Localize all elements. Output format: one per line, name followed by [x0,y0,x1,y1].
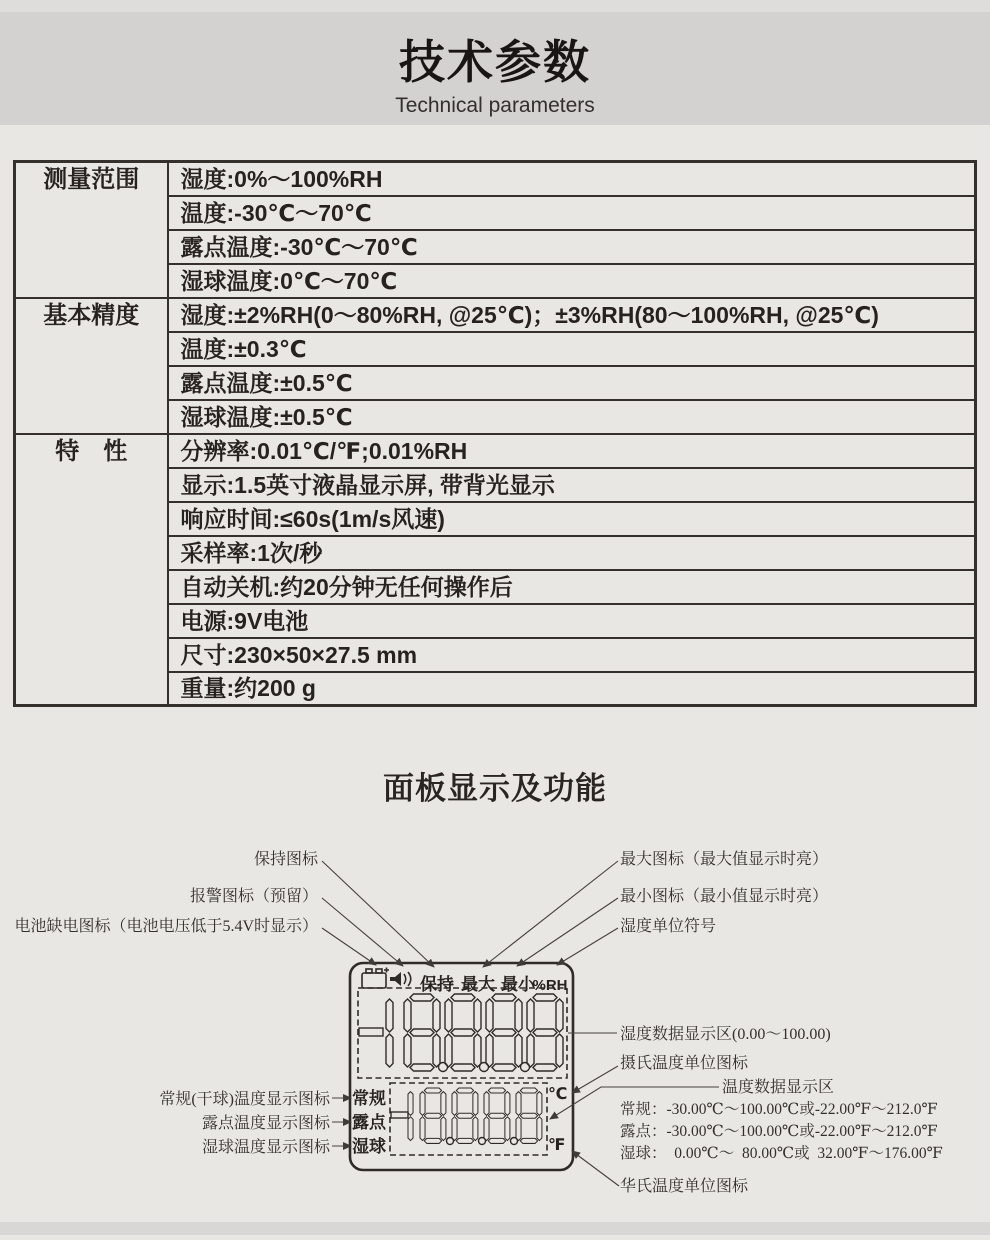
callout-rh-unit: 湿度单位符号 [620,918,717,935]
celsius-unit-icon: ℃ [548,1086,568,1103]
lcd-rh-unit: %RH [532,977,568,994]
lcd-max-label: 最大 [461,975,495,994]
lcd-diagram-svg [0,845,990,1235]
alarm-speaker-icon [390,972,411,986]
spec-value: 电源:9V电池 [168,604,976,638]
lcd-min-label: 最小 [501,975,535,994]
lcd-wet-label: 湿球 [352,1137,386,1156]
page-subtitle: Technical parameters [395,94,595,117]
callout-max-icon: 最大图标（最大值显示时亮） [620,851,829,868]
spec-value: 湿度:0%～100%RH [168,162,976,196]
panel-diagram [0,845,990,1235]
callout-dew-temp-icon: 露点温度显示图标 [201,1115,330,1132]
table-row [15,434,976,468]
temperature-display-area [390,1083,547,1155]
lcd-normal-label: 常规 [352,1089,386,1108]
spec-value: 分辨率:0.01℃/℉;0.01%RH [168,434,976,468]
spec-value: 采样率:1次/秒 [168,536,976,570]
callout-range-normal: 常规：-30.00℃～100.00℃或-22.00℉～212.0℉ [620,1101,938,1118]
humidity-digits [359,994,563,1072]
spec-value: 温度:-30℃～70℃ [168,196,976,230]
top-strip [0,0,990,12]
callout-range-wet: 湿球： 0.00℃～ 80.00℃或 32.00℉～176.00℉ [620,1145,943,1162]
callout-min-icon: 最小图标（最小值显示时亮） [620,888,829,905]
table-row [15,298,976,332]
header-banner [0,12,990,125]
lcd-hold-label: 保持 [420,975,454,994]
panel-section-title: 面板显示及功能 [383,771,607,806]
lcd-dew-label: 露点 [352,1113,386,1132]
callout-range-dew: 露点：-30.00℃～100.00℃或-22.00℉～212.0℉ [620,1123,938,1140]
spec-value: 温度:±0.3℃ [168,332,976,366]
page-title: 技术参数 [399,36,591,88]
spec-value: 重量:约200 g [168,672,976,706]
battery-low-icon [362,968,389,989]
spec-table [13,160,977,707]
callout-celsius-unit: 摄氏温度单位图标 [620,1055,749,1072]
callout-temp-area: 温度数据显示区 [722,1079,835,1096]
spec-value: 露点温度:-30℃～70℃ [168,230,976,264]
callout-humidity-area: 湿度数据显示区(0.00～100.00) [620,1026,831,1043]
spec-group-label-features: 特 性 [15,434,168,706]
spec-value: 显示:1.5英寸液晶显示屏, 带背光显示 [168,468,976,502]
callout-alarm-icon: 报警图标（预留） [189,888,318,905]
spec-value: 尺寸:230×50×27.5 mm [168,638,976,672]
callout-wet-temp-icon: 湿球温度显示图标 [201,1139,330,1156]
callout-fahrenheit-unit: 华氏温度单位图标 [620,1178,749,1195]
spec-group-label-range: 测量范围 [15,162,168,298]
fahrenheit-unit-icon: ℉ [548,1137,566,1154]
table-row [15,162,976,196]
spec-value: 湿球温度:±0.5℃ [168,400,976,434]
spec-value: 响应时间:≤60s(1m/s风速) [168,502,976,536]
callout-battery-icon: 电池缺电图标（电池电压低于5.4V时显示） [14,918,318,935]
spec-value: 湿度:±2%RH(0～80%RH, @25℃)；±3%RH(80～100%RH, @25℃) [168,298,976,332]
callout-normal-temp-icon: 常规(干球)温度显示图标 [159,1091,330,1108]
temperature-digits [391,1088,542,1145]
spec-value: 自动关机:约20分钟无任何操作后 [168,570,976,604]
spec-value: 湿球温度:0℃～70℃ [168,264,976,298]
bottom-strip [0,1222,990,1235]
spec-value: 露点温度:±0.5℃ [168,366,976,400]
callout-hold-icon: 保持图标 [253,851,318,868]
spec-group-label-accuracy: 基本精度 [15,298,168,434]
